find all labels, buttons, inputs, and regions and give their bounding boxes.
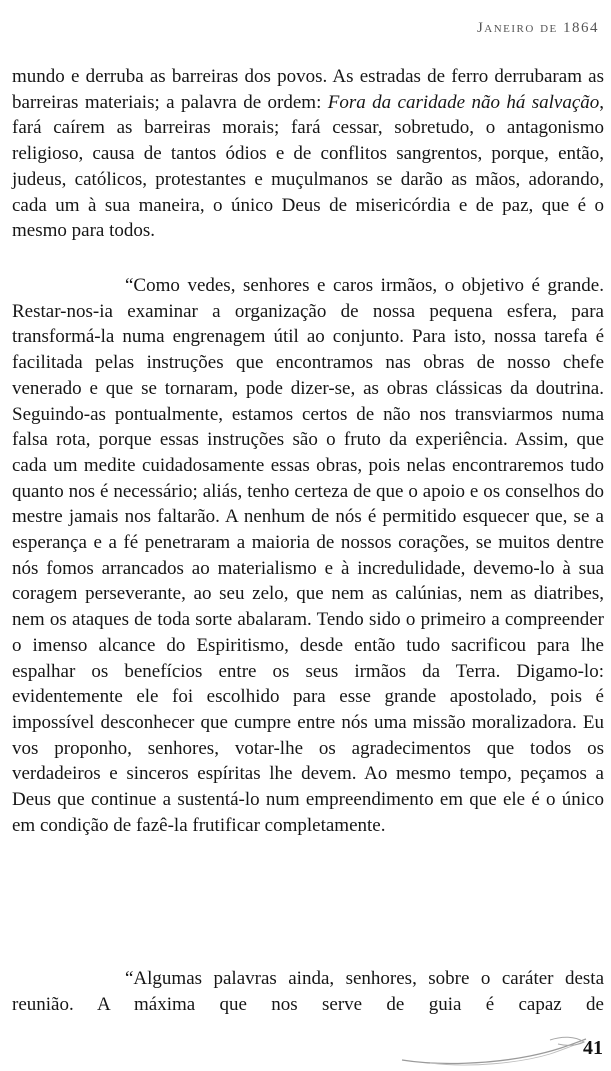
page-number: 41 [583, 1037, 603, 1059]
paragraph-1-end: , fará caírem as barreiras morais; fará cessar, sobretudo, o antagonismo religioso, causa de tantos ódios e de conflitos sangrentos, porque, então, judeus, católicos, protestantes e muçulmanos se darão as mãos, adorando, cada um à sua maneira, o único Deus de misericórdia e de paz, que é o mesmo para todos. [12, 91, 605, 242]
paragraph-3 [12, 966, 604, 1017]
paragraph-1-start: mundo e derruba as barreiras dos povos. As estradas de ferro derrubaram as barreiras materiais; a palavra de ordem: [12, 66, 604, 113]
paragraph-1-text [12, 64, 604, 244]
paragraph-1-emphasis: Fora da caridade não há salvação [327, 91, 600, 113]
running-header: Janeiro de 1864 [476, 20, 599, 36]
paragraph-3-text: “Algumas palavras ainda, senhores, sobre o caráter desta reunião. A máxima que nos serve de guia é capaz de [12, 968, 604, 1015]
swash-flourish-icon [400, 1030, 590, 1070]
paragraph-2 [12, 273, 604, 838]
paragraph-2-text: “Como vedes, senhores e caros irmãos, o objetivo é grande. Restar-nos-ia examinar a organização de nossa pequena esfera, para transformá-la numa engrenagem útil ao conjunto. Para isto, nossa tarefa é facilitada pelas instruções que encontramos nas obras de nosso chefe venerado e que se tornaram, pode dizer-se, as obras clássicas da doutrina. Seguindo-as pontualmente, estamos certos de não nos transviarmos numa falsa rota, porque essas instruções são o fruto da experiência. Assim, que cada um medite cuidadosamente essas obras, pois nelas encontraremos tudo quanto nos é necessário; aliás, tenho certeza de que o apoio e os conselhos do mestre jamais nos faltarão. A nenhum de nós é permitido esquecer que, se a esperança e a fé penetraram a maioria de nossos corações, se muitos dentre nós fomos arrancados ao materialismo e à incredulidade, devemo-lo à sua coragem perseverante, ao seu zelo, que nem as calúnias, nem as diatribes, nem os ataques de toda sorte abalaram. Tendo sido o primeiro a compreender o imenso alcance do Espiritismo, desde então tudo sacrificou para lhe espalhar os benefícios entre os seus irmãos da Terra. Digamo-lo: evidentemente ele foi escolhido para esse grande apostolado, pois é impossível desconhecer que cumpre entre nós uma missão moralizadora. Eu vos proponho, senhores, votar-lhe os agradecimentos que todos os verdadeiros e sinceros espíritas lhe devem. Ao mesmo tempo, peçamos a Deus que continue a sustentá-lo num empreendimento em que ele é o único em condição de fazê-la frutificar completamente. [12, 275, 604, 836]
paragraph-1 [12, 64, 604, 244]
